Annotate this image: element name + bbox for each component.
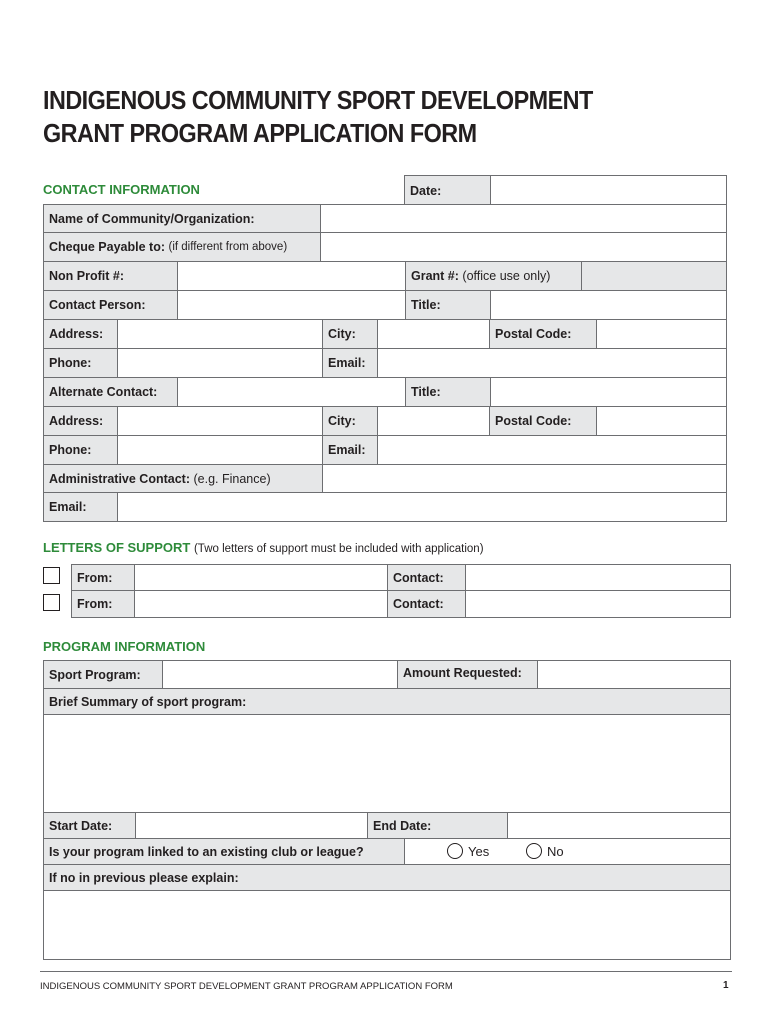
contact-person-field[interactable]	[177, 291, 405, 319]
letter-from-label: From:	[72, 565, 134, 590]
letter-from-field[interactable]	[134, 565, 387, 590]
admin-contact-label: Administrative Contact:	[49, 471, 190, 486]
org-label: Name of Community/Organization:	[44, 205, 320, 232]
alt-phone-field[interactable]	[117, 436, 322, 464]
date-label: Date:	[405, 176, 490, 205]
alt-title-field[interactable]	[490, 378, 726, 406]
city-field[interactable]	[377, 320, 489, 348]
alt-city-label: City:	[322, 407, 377, 435]
city-label: City:	[322, 320, 377, 348]
letters-note: (Two letters of support must be included with application)	[193, 543, 484, 555]
amount-requested-label: Amount Requested:	[397, 661, 537, 688]
letter-1-checkbox[interactable]	[43, 567, 60, 584]
summary-label-row	[43, 689, 731, 715]
alternate-contact-row	[43, 378, 727, 407]
end-date-label: End Date:	[367, 813, 507, 838]
letter-2-checkbox[interactable]	[43, 594, 60, 611]
nonprofit-field[interactable]	[177, 262, 405, 290]
grant-note: (office use only)	[462, 269, 551, 283]
sport-program-field[interactable]	[162, 661, 397, 688]
explain-label-row	[43, 865, 731, 891]
date-row	[404, 175, 727, 205]
address-field[interactable]	[117, 320, 322, 348]
summary-area-row	[43, 715, 731, 813]
sport-program-row	[43, 660, 731, 689]
admin-contact-note: (e.g. Finance)	[193, 471, 271, 486]
phone-label: Phone:	[44, 349, 117, 377]
no-radio[interactable]	[526, 843, 542, 859]
admin-contact-row	[43, 465, 727, 493]
alt-email-field[interactable]	[377, 436, 726, 464]
address-row	[43, 320, 727, 349]
org-row	[43, 204, 727, 233]
cheque-label-cell	[44, 233, 320, 261]
admin-email-field[interactable]	[117, 493, 726, 521]
org-field[interactable]	[320, 205, 726, 232]
postal-label: Postal Code:	[489, 320, 596, 348]
letter-from-label: From:	[72, 591, 134, 617]
title-field[interactable]	[490, 291, 726, 319]
start-date-label: Start Date:	[44, 813, 135, 838]
contact-person-row	[43, 291, 727, 320]
yes-label: Yes	[468, 843, 490, 859]
phone-row	[43, 349, 727, 378]
form-title-line2: GRANT PROGRAM APPLICATION FORM	[43, 118, 477, 148]
explain-textarea[interactable]	[44, 891, 730, 959]
letter-row	[71, 591, 731, 618]
letters-section-heading	[43, 540, 484, 555]
linked-row	[43, 839, 731, 865]
letter-row	[71, 564, 731, 591]
sport-program-label: Sport Program:	[44, 661, 162, 688]
date-field[interactable]	[490, 176, 726, 205]
page-number: 1	[723, 980, 729, 991]
contact-person-label: Contact Person:	[44, 291, 177, 319]
letters-heading: LETTERS OF SUPPORT	[43, 540, 191, 555]
alt-phone-label: Phone:	[44, 436, 117, 464]
linked-question-label: Is your program linked to an existing club or league?	[44, 839, 404, 864]
grant-field	[581, 262, 726, 290]
nonprofit-label: Non Profit #:	[44, 262, 177, 290]
letter-contact-field[interactable]	[465, 591, 730, 617]
explain-label: If no in previous please explain:	[44, 865, 730, 890]
alt-address-row	[43, 407, 727, 436]
yes-option[interactable]	[447, 843, 489, 859]
email-label: Email:	[322, 349, 377, 377]
title-label: Title:	[405, 291, 490, 319]
no-label: No	[547, 843, 564, 859]
alt-address-field[interactable]	[117, 407, 322, 435]
dates-row	[43, 813, 731, 839]
explain-area-row	[43, 891, 731, 960]
email-field[interactable]	[377, 349, 726, 377]
alt-email-label: Email:	[322, 436, 377, 464]
form-title-line1: INDIGENOUS COMMUNITY SPORT DEVELOPMENT	[43, 85, 593, 115]
cheque-note: (if different from above)	[168, 241, 288, 253]
admin-email-row	[43, 493, 727, 522]
alt-city-field[interactable]	[377, 407, 489, 435]
letter-contact-label: Contact:	[387, 591, 465, 617]
alt-phone-row	[43, 436, 727, 465]
program-section-heading: PROGRAM INFORMATION	[43, 639, 206, 654]
amount-requested-field[interactable]	[537, 661, 730, 688]
footer-divider	[40, 971, 732, 972]
alternate-contact-label: Alternate Contact:	[44, 378, 177, 406]
footer-text: INDIGENOUS COMMUNITY SPORT DEVELOPMENT GRANT PROGRAM APPLICATION FORM	[40, 981, 453, 992]
summary-label: Brief Summary of sport program:	[44, 689, 730, 714]
postal-field[interactable]	[596, 320, 726, 348]
summary-textarea[interactable]	[44, 715, 730, 812]
cheque-field[interactable]	[320, 233, 726, 261]
admin-contact-label-cell	[44, 465, 322, 492]
nonprofit-row	[43, 262, 727, 291]
contact-section-heading: CONTACT INFORMATION	[43, 182, 200, 197]
no-option[interactable]	[526, 843, 564, 859]
alt-title-label: Title:	[405, 378, 490, 406]
alt-postal-field[interactable]	[596, 407, 726, 435]
admin-email-label: Email:	[44, 493, 117, 521]
phone-field[interactable]	[117, 349, 322, 377]
letter-contact-field[interactable]	[465, 565, 730, 590]
alternate-contact-field[interactable]	[177, 378, 405, 406]
grant-label-cell	[405, 262, 581, 290]
alt-address-label: Address:	[44, 407, 117, 435]
address-label: Address:	[44, 320, 117, 348]
cheque-row	[43, 233, 727, 262]
start-date-field[interactable]	[135, 813, 367, 838]
letter-from-field[interactable]	[134, 591, 387, 617]
grant-label: Grant #:	[411, 269, 459, 283]
letter-contact-label: Contact:	[387, 565, 465, 590]
admin-contact-field[interactable]	[322, 465, 726, 492]
form-title	[43, 84, 593, 150]
end-date-field[interactable]	[507, 813, 730, 838]
yes-radio[interactable]	[447, 843, 463, 859]
cheque-label: Cheque Payable to:	[49, 240, 165, 254]
alt-postal-label: Postal Code:	[489, 407, 596, 435]
